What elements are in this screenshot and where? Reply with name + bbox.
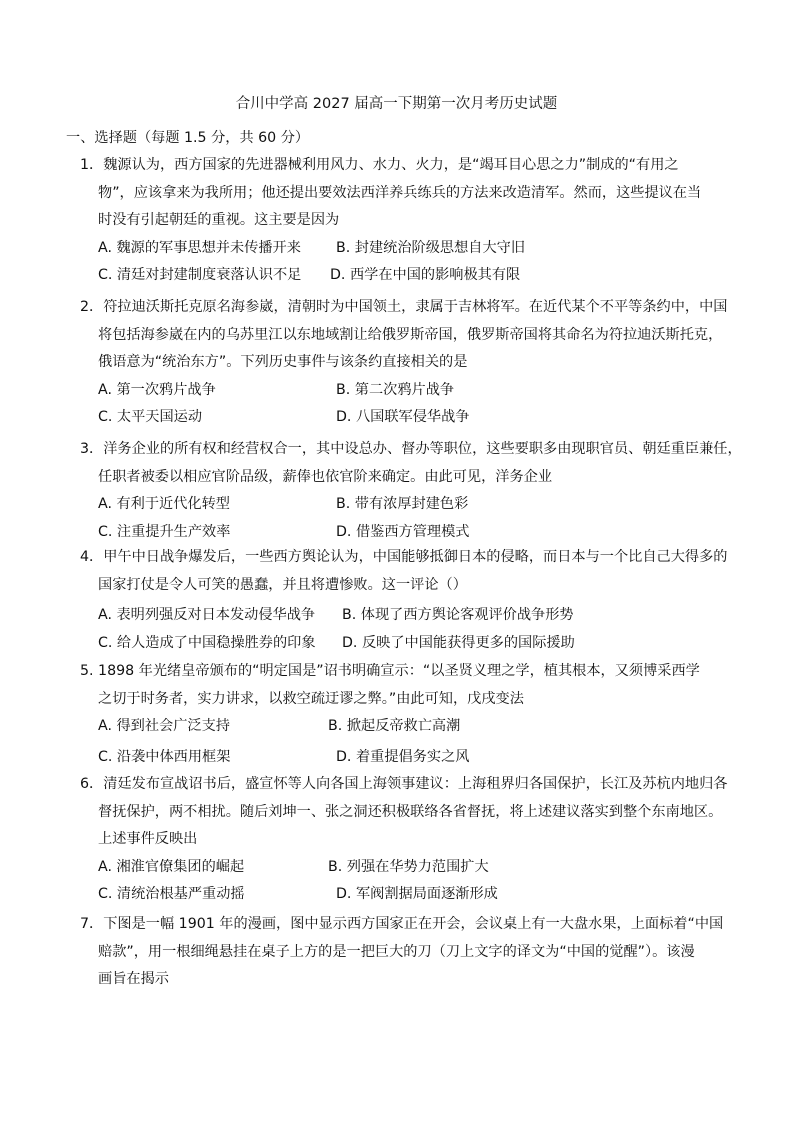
question-stem-line: 国家打仗是令人可笑的愚蠢，并且将遭惨败。这一评论（）: [98, 576, 467, 593]
option-b: B. 体现了西方舆论客观评价战争形势: [342, 607, 574, 623]
option-c: C. 沿袭中体西用框架: [98, 748, 231, 765]
option-a: A. 湘淮官僚集团的崛起: [98, 858, 245, 875]
question-stem-line: 任职者被委以相应官阶品级，薪俸也依官阶来确定。由此可见，洋务企业: [98, 468, 553, 485]
option-a: A. 魏源的军事思想并未传播开来: [98, 239, 301, 256]
option-b: B. 带有浓厚封建色彩: [336, 496, 469, 512]
question-1: [80, 152, 730, 290]
question-5: [80, 658, 730, 771]
option-row: [80, 881, 730, 909]
question-6: [80, 771, 730, 909]
option-row: [80, 602, 730, 630]
question-stem-line: 5. 1898 年光绪皇帝颁布的“明定国是”诏书明确宣示：“以圣贤义理之学，植其根本，又须博采西学: [80, 663, 700, 679]
question-3: [80, 436, 742, 546]
question-stem-line: 6．清廷发布宣战诏书后，盛宣怀等人向各国上海领事建议：上海租界归各国保护，长江及苏杭内地归各: [80, 776, 728, 792]
question-2: [80, 294, 730, 432]
option-row: [80, 713, 730, 741]
option-c: C. 清廷对封建制度衰落认识不足: [98, 267, 302, 283]
option-d: D. 八国联军侵华战争: [336, 409, 470, 425]
question-stem-line: 上述事件反映出: [98, 831, 198, 847]
option-a: A. 得到社会广泛支持: [98, 718, 230, 734]
option-d: D. 反映了中国能获得更多的国际援助: [342, 634, 575, 651]
question-stem-line: 俄语意为“统治东方”。下列历史事件与该条约直接相关的是: [98, 354, 468, 370]
option-row: [80, 262, 730, 290]
option-row: [80, 630, 730, 658]
option-c: C. 太平天国运动: [98, 409, 203, 425]
option-c: C. 清统治根基严重动摇: [98, 886, 245, 902]
option-b: B. 封建统治阶级思想自大守旧: [336, 239, 526, 256]
option-row: [80, 519, 730, 547]
question-stem-line: 3．洋务企业的所有权和经营权合一，其中设总办、督办等职位，这些要职多由现职官员、朝廷重臣兼任，: [80, 441, 742, 457]
option-c: C. 注重提升生产效率: [98, 523, 231, 540]
option-row: [80, 744, 730, 772]
option-row: [80, 404, 730, 432]
option-b: B. 第二次鸦片战争: [336, 381, 455, 398]
option-a: A. 有利于近代化转型: [98, 496, 230, 512]
question-stem-line: 督抚保护，两不相扰。随后刘坤一、张之洞还积极联络各省督抚，将上述建议落实到整个东南地区。: [98, 803, 723, 820]
option-row: [80, 235, 730, 263]
option-a: A. 表明列强反对日本发动侵华战争: [98, 607, 316, 623]
question-stem-line: 画旨在揭示: [98, 971, 169, 987]
question-stem-line: 4．甲午中日战争爆发后，一些西方舆论认为，中国能够抵御日本的侵略，而日本与一个比自己大得多的: [80, 549, 728, 565]
option-row: [80, 491, 730, 519]
question-stem-line: 7．下图是一幅 1901 年的漫画，图中显示西方国家正在开会，会议桌上有一大盘水果，上面标着“中国: [80, 916, 724, 932]
question-4: [80, 544, 730, 657]
option-a: A. 第一次鸦片战争: [98, 381, 216, 398]
question-stem-line: 1．魏源认为，西方国家的先进器械利用风力、水力、火力，是“竭耳目心思之力”制成的“有用之: [80, 157, 679, 173]
option-c: C. 给人造成了中国稳操胜券的印象: [98, 634, 316, 651]
exam-title: 合川中学高 2027 届高一下期第一次月考历史试题: [235, 96, 558, 112]
option-row: [80, 377, 730, 405]
option-d: D. 军阀割据局面逐渐形成: [336, 886, 498, 902]
question-stem-line: 之切于时务者，实力讲求，以救空疏迂谬之弊。”由此可知，戊戌变法: [98, 690, 524, 707]
question-stem-line: 将包括海参崴在内的乌苏里江以东地域割让给俄罗斯帝国，俄罗斯帝国将其命名为符拉迪沃斯托克，: [98, 326, 723, 343]
question-stem-line: 2．符拉迪沃斯托克原名海参崴，清朝时为中国领土，隶属于吉林将军。在近代某个不平等条约中，中国: [80, 299, 728, 315]
option-d: D. 借鉴西方管理模式: [336, 523, 470, 540]
section-heading: 一、选择题（每题 1.5 分，共 60 分）: [66, 130, 310, 146]
option-d: D. 着重提倡务实之风: [336, 748, 470, 765]
question-stem-line: 赔款”，用一根细绳悬挂在桌子上方的是一把巨大的刀（刀上文字的译文为“中国的觉醒”）。该漫: [98, 943, 695, 960]
question-stem-line: 时没有引起朝廷的重视。这主要是因为: [98, 212, 340, 228]
question-stem-line: 物”，应该拿来为我所用；他还提出要效法西洋养兵练兵的方法来改造清军。然而，这些提议在当: [98, 184, 702, 201]
option-row: [80, 854, 730, 882]
option-d: D. 西学在中国的影响极其有限: [330, 267, 521, 283]
option-b: B. 掀起反帝救亡高潮: [328, 718, 461, 734]
question-7: [80, 911, 730, 994]
option-b: B. 列强在华势力范围扩大: [328, 858, 489, 875]
